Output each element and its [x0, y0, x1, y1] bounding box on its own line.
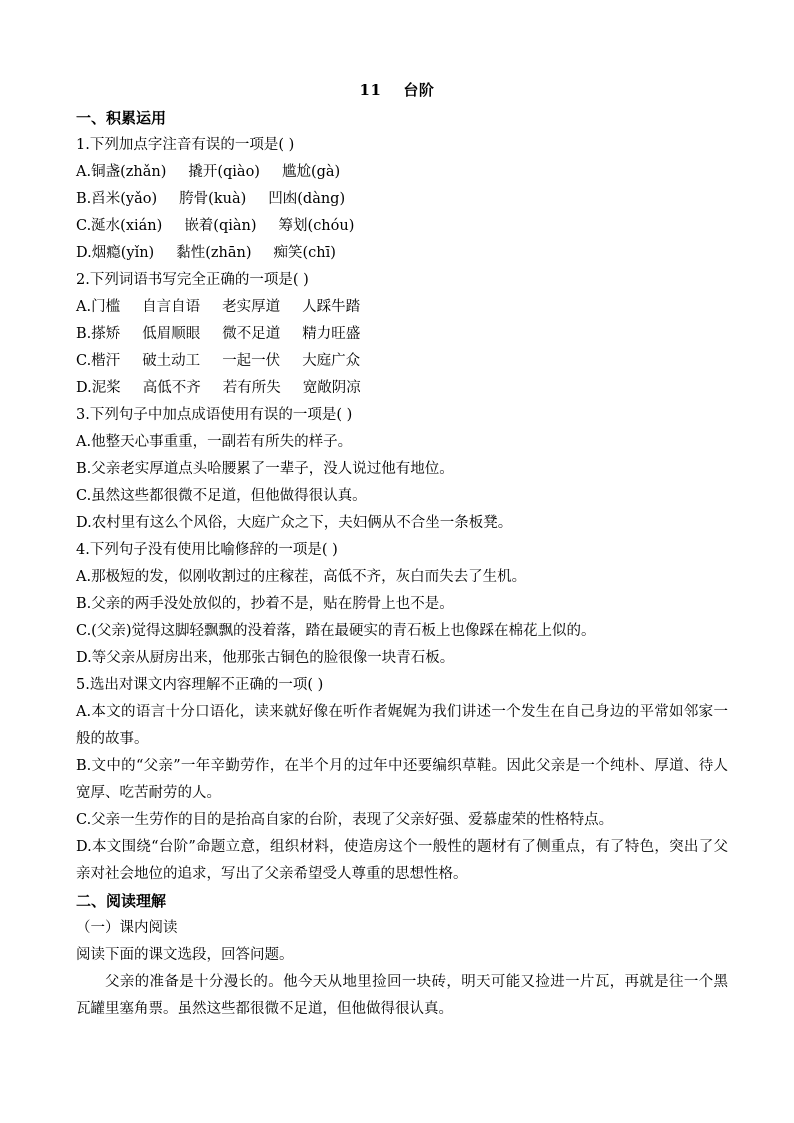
question-1-option-c — [76, 213, 728, 240]
lesson-number: 11 — [359, 81, 382, 99]
option-item: D.泥桨 — [76, 380, 121, 396]
option-item: C.楷汗 — [76, 353, 121, 369]
question-3-stem: 3.下列句子中加点成语使用有误的一项是( ) — [76, 407, 353, 423]
subsection-heading: （一）课内阅读 — [76, 920, 178, 936]
section-heading-reading: 二、阅读理解 — [76, 892, 167, 910]
option-item: 痴笑(chī) — [273, 245, 336, 261]
reading-instruction: 阅读下面的课文选段，回答问题。 — [76, 947, 294, 963]
option-item: 精力旺盛 — [302, 326, 361, 342]
question-1-option-a — [76, 159, 728, 186]
question-4-option-a: A.那极短的发，似刚收割过的庄稼茬，高低不齐，灰白而失去了生机。 — [76, 569, 527, 585]
option-item: 低眉顺眼 — [142, 326, 201, 342]
question-5-option-a: A.本文的语言十分口语化，读来就好像在听作者娓娓为我们讲述一个发生在自己身边的平常如邻家一般的故事。 — [76, 704, 728, 747]
option-item: 一起一伏 — [222, 353, 281, 369]
option-item: 嵌着(qiàn) — [184, 218, 257, 234]
option-item: 胯骨(kuà) — [179, 191, 247, 207]
question-5-stem: 5.选出对课文内容理解不正确的一项( ) — [76, 677, 324, 693]
question-2-option-d — [76, 375, 728, 402]
option-item: 撬开(qiào) — [188, 164, 260, 180]
option-item: 人踩牛踏 — [302, 299, 361, 315]
option-item: 若有所失 — [222, 380, 281, 396]
page-title — [0, 79, 794, 100]
question-3-option-b: B.父亲老实厚道点头哈腰累了一辈子，没人说过他有地位。 — [76, 461, 454, 477]
option-item: B.舀米(yǎo) — [76, 191, 158, 207]
option-item: 老实厚道 — [222, 299, 281, 315]
question-2-option-b — [76, 321, 728, 348]
option-item: 微不足道 — [222, 326, 281, 342]
option-item: 破土动工 — [142, 353, 201, 369]
option-item: 宽敞阴凉 — [302, 380, 361, 396]
option-item: A.门槛 — [76, 299, 121, 315]
question-1-option-d — [76, 240, 728, 267]
question-5-option-d: D.本文围绕“台阶”命题立意，组织材料，使造房这个一般性的题材有了侧重点，有了特色，突出了父亲对社会地位的追求，写出了父亲希望受人尊重的思想性格。 — [76, 839, 728, 882]
option-item: 凹凼(dàng) — [268, 191, 346, 207]
question-4-stem: 4.下列句子没有使用比喻修辞的一项是( ) — [76, 542, 338, 558]
option-item: 黏性(zhān) — [176, 245, 252, 261]
option-item: B.搽矫 — [76, 326, 121, 342]
question-4-option-c: C.(父亲)觉得这脚轻飘飘的没着落，踏在最硬实的青石板上也像踩在棉花上似的。 — [76, 623, 596, 639]
reading-passage: 父亲的准备是十分漫长的。他今天从地里捡回一块砖，明天可能又捡进一片瓦，再就是往一个黑瓦罐里塞角票。虽然这些都很微不足道，但他做得很认真。 — [76, 974, 728, 1017]
question-5-option-c: C.父亲一生劳作的目的是抬高自家的台阶，表现了父亲好强、爱慕虚荣的性格特点。 — [76, 812, 614, 828]
question-3-option-d: D.农村里有这么个风俗，大庭广众之下，夫妇俩从不合坐一条板凳。 — [76, 515, 513, 531]
lesson-title: 台阶 — [403, 81, 435, 99]
question-1-option-b — [76, 186, 728, 213]
question-2-stem: 2.下列词语书写完全正确的一项是( ) — [76, 272, 309, 288]
question-3-option-a: A.他整天心事重重，一副若有所失的样子。 — [76, 434, 353, 450]
question-2-option-c — [76, 348, 728, 375]
option-item: A.铜盏(zhǎn) — [76, 164, 167, 180]
question-4-option-b: B.父亲的两手没处放似的，抄着不是，贴在胯骨上也不是。 — [76, 596, 454, 612]
option-item: 大庭广众 — [302, 353, 361, 369]
question-3-option-c: C.虽然这些都很微不足道，但他做得很认真。 — [76, 488, 367, 504]
option-item: 自言自语 — [142, 299, 201, 315]
question-5-option-b: B.文中的“父亲”一年辛勤劳作，在半个月的过年中还要编织草鞋。因此父亲是一个纯朴、厚道、待人宽厚、吃苦耐劳的人。 — [76, 758, 728, 801]
question-4-option-d: D.等父亲从厨房出来，他那张古铜色的脸很像一块青石板。 — [76, 650, 455, 666]
option-item: 尴尬(gà) — [281, 164, 341, 180]
question-1-stem: 1.下列加点字注音有误的一项是( ) — [76, 137, 295, 153]
option-item: D.烟瘾(yǐn) — [76, 245, 155, 261]
option-item: 高低不齐 — [142, 380, 201, 396]
document-body — [76, 105, 728, 1023]
option-item: 筹划(chóu) — [278, 218, 355, 234]
question-2-option-a — [76, 294, 728, 321]
option-item: C.涎水(xián) — [76, 218, 163, 234]
section-heading-accumulation: 一、积累运用 — [76, 109, 167, 127]
